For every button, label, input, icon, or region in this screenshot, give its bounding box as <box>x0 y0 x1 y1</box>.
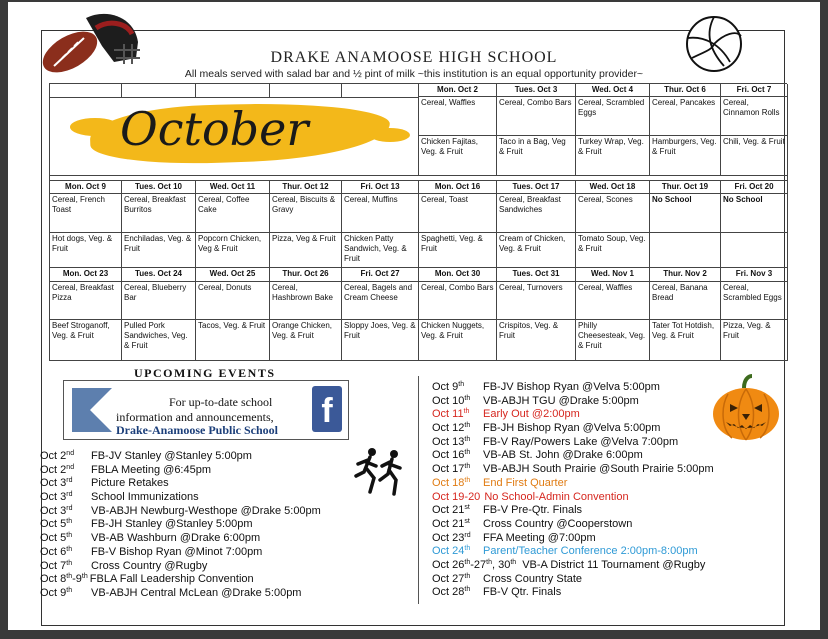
event-text: Parent/Teacher Conference 2:00pm-8:00pm <box>483 545 698 558</box>
event-date-suffix: th <box>464 558 471 566</box>
event-date-suffix: th <box>464 586 471 594</box>
day-header: Wed. Oct 18 <box>576 181 650 194</box>
event-date-suffix: th <box>464 545 471 553</box>
event-date <box>432 573 483 587</box>
event-date-suffix: th <box>486 558 492 566</box>
meal-subtitle: All meals served with salad bar and ½ pint of milk ~this institution is an equal opportunity provider~ <box>184 68 644 80</box>
day-header: Tues. Oct 10 <box>122 181 196 194</box>
day-header: Thur. Oct 26 <box>270 268 342 282</box>
day-header: Tues. Oct 24 <box>122 268 196 282</box>
event-item <box>432 573 714 587</box>
facebook-banner[interactable] <box>63 380 349 440</box>
event-date <box>40 560 91 574</box>
menu-page <box>8 2 820 630</box>
event-item <box>432 477 714 491</box>
event-date-part: Oct 27 <box>432 572 465 585</box>
event-date <box>432 586 483 600</box>
event-date-suffix: th <box>81 573 88 581</box>
event-text: FB-JV Stanley @Stanley 5:00pm <box>91 450 252 462</box>
event-date-suffix: th <box>464 394 471 402</box>
event-text: Cross Country @Rugby <box>91 559 208 572</box>
event-text: FBLA Meeting @6:45pm <box>91 463 212 476</box>
event-text: School Immunizations <box>91 491 199 504</box>
event-text: VB-AB St. John @Drake 6:00pm <box>483 449 643 462</box>
event-date-part: Oct 5 <box>40 532 67 545</box>
event-date <box>432 491 480 505</box>
breakfast-cell: Cereal, Breakfast Sandwiches <box>497 194 576 233</box>
event-date <box>432 477 483 491</box>
breakfast-cell: Cereal, Waffles <box>419 97 497 136</box>
event-date-part: Oct 2 <box>40 463 67 476</box>
runners-icon <box>350 446 410 496</box>
event-date <box>432 545 483 559</box>
lunch-cell: Orange Chicken, Veg. & Fruit <box>270 320 342 361</box>
event-date <box>40 491 91 505</box>
event-date-part: Oct 11 <box>432 408 464 421</box>
breakfast-cell: Cereal, Cinnamon Rolls <box>721 97 788 136</box>
event-item <box>432 545 714 559</box>
event-date-part: Oct 3 <box>40 477 67 490</box>
event-date-suffix: th <box>463 408 470 416</box>
upcoming-events-title: UPCOMING EVENTS <box>134 366 276 380</box>
lunch-cell: Hamburgers, Veg. & Fruit <box>650 136 721 176</box>
event-date-part: Oct 16 <box>432 449 465 462</box>
breakfast-cell: Cereal, Toast <box>419 194 497 233</box>
event-date-suffix: th <box>458 381 465 388</box>
day-header: Thur. Oct 19 <box>650 181 721 194</box>
event-date-part: -9 <box>72 573 82 586</box>
event-date-suffix: th <box>510 558 517 566</box>
event-date-part: Oct 7 <box>40 559 67 572</box>
day-header: Mon. Oct 23 <box>50 268 122 282</box>
day-header: Fri. Oct 20 <box>721 181 788 194</box>
lunch-cell: Enchiladas, Veg. & Fruit <box>122 233 196 268</box>
event-date-part: Oct 24 <box>432 545 465 558</box>
event-date-part: Oct 21 <box>432 517 465 530</box>
event-date <box>40 505 91 519</box>
event-date-suffix: th <box>464 449 471 457</box>
day-header: Mon. Oct 16 <box>419 181 497 194</box>
event-text: VB-ABJH South Prairie @South Prairie 5:00pm <box>483 463 714 476</box>
event-date-suffix: th <box>66 586 73 594</box>
events-divider <box>418 376 419 604</box>
lunch-cell: Tater Tot Hotdish, Veg. & Fruit <box>650 320 721 361</box>
event-date-part: Oct 8 <box>40 573 67 586</box>
day-header: Mon. Oct 9 <box>50 181 122 194</box>
event-date-suffix: th <box>464 463 471 471</box>
breakfast-cell: Cereal, Donuts <box>196 282 270 320</box>
event-item <box>432 491 714 505</box>
event-date <box>40 518 91 532</box>
event-date-part: Oct 17 <box>432 463 465 476</box>
event-item <box>432 586 714 600</box>
event-text: VB-ABJH Newburg-Westhope @Drake 5:00pm <box>91 504 321 517</box>
event-date-suffix: th <box>464 572 471 580</box>
month-title: October <box>120 102 309 156</box>
lunch-cell: Philly Cheesesteak, Veg. & Fruit <box>576 320 650 361</box>
day-header: Wed. Oct 4 <box>576 84 650 97</box>
event-text: VB-ABJH Central McLean @Drake 5:00pm <box>91 586 302 599</box>
event-date <box>432 436 483 450</box>
pumpkin-icon <box>710 374 782 442</box>
menu-calendar <box>49 83 787 361</box>
event-date-part: Oct 21 <box>432 504 465 517</box>
event-date <box>432 559 516 573</box>
event-item <box>40 560 321 574</box>
event-date-suffix: th <box>66 573 73 581</box>
event-date-part: Oct 2 <box>40 450 67 462</box>
breakfast-cell: Cereal, Combo Bars <box>419 282 497 320</box>
event-text: FB-V Bishop Ryan @Minot 7:00pm <box>91 545 263 558</box>
event-text: VB-ABJH TGU @Drake 5:00pm <box>483 394 639 407</box>
lunch-cell: Cream of Chicken, Veg. & Fruit <box>497 233 576 268</box>
facebook-icon: f <box>312 386 342 432</box>
event-text: Picture Retakes <box>91 477 169 490</box>
event-date-part: Oct 28 <box>432 586 465 599</box>
event-date-suffix: th <box>66 532 73 540</box>
event-date-part: Oct 26 <box>432 558 465 571</box>
event-date-suffix: nd <box>66 463 75 471</box>
event-text: FB-V Ray/Powers Lake @Velva 7:00pm <box>483 435 679 448</box>
lunch-cell: Hot dogs, Veg. & Fruit <box>50 233 122 268</box>
lunch-cell: Tacos, Veg. & Fruit <box>196 320 270 361</box>
event-date-suffix: th <box>464 435 471 443</box>
breakfast-cell: Cereal, Banana Bread <box>650 282 721 320</box>
event-date-part: Oct 3 <box>40 491 67 504</box>
event-item <box>40 450 321 464</box>
breakfast-cell: Cereal, Breakfast Pizza <box>50 282 122 320</box>
event-text: End First Quarter <box>483 476 568 489</box>
event-item <box>432 436 714 450</box>
event-date-suffix: th <box>66 559 73 567</box>
event-item <box>40 546 321 560</box>
event-text: VB-A District 11 Tournament @Rugby <box>522 558 706 571</box>
event-item <box>432 518 714 532</box>
event-date-part: Oct 5 <box>40 518 67 531</box>
event-date <box>432 408 483 422</box>
event-text: FB-JV Bishop Ryan @Velva 5:00pm <box>483 381 660 393</box>
no-school-cell: No School <box>650 194 721 233</box>
event-date <box>432 422 483 436</box>
lunch-cell: Tomato Soup, Veg. & Fruit <box>576 233 650 268</box>
event-date <box>432 395 483 409</box>
day-header: Fri. Oct 27 <box>342 268 419 282</box>
event-date <box>40 477 91 491</box>
event-date-suffix: st <box>464 504 470 512</box>
event-item <box>432 408 714 422</box>
lunch-cell <box>721 233 788 268</box>
lunch-cell: Turkey Wrap, Veg. & Fruit <box>576 136 650 176</box>
breakfast-cell: Cereal, Blueberry Bar <box>122 282 196 320</box>
day-header: Wed. Oct 25 <box>196 268 270 282</box>
facebook-text-line1: For up-to-date school <box>169 395 273 409</box>
event-item <box>40 587 321 601</box>
event-date-suffix: st <box>464 517 470 525</box>
lunch-cell: Chicken Nuggets, Veg. & Fruit <box>419 320 497 361</box>
breakfast-cell: Cereal, Waffles <box>576 282 650 320</box>
day-header: Tues. Oct 17 <box>497 181 576 194</box>
breakfast-cell: Cereal, Breakfast Burritos <box>122 194 196 233</box>
event-date-part: , 30 <box>492 558 511 571</box>
event-item <box>40 505 321 519</box>
breakfast-cell: Cereal, Coffee Cake <box>196 194 270 233</box>
event-date <box>432 449 483 463</box>
breakfast-cell: Cereal, French Toast <box>50 194 122 233</box>
day-header: Fri. Oct 7 <box>721 84 788 97</box>
event-text: FB-JH Bishop Ryan @Velva 5:00pm <box>483 422 661 435</box>
event-date-part: Oct 19-20 <box>432 490 481 503</box>
event-text: FB-V Qtr. Finals <box>483 586 562 599</box>
event-date <box>432 518 483 532</box>
day-header: Thur. Oct 6 <box>650 84 721 97</box>
event-date-part: Oct 23 <box>432 531 465 544</box>
event-item <box>40 477 321 491</box>
event-text: Cross Country @Cooperstown <box>483 517 633 530</box>
event-date <box>40 450 91 464</box>
lunch-cell: Pulled Pork Sandwiches, Veg. & Fruit <box>122 320 196 361</box>
day-header: Thur. Oct 12 <box>270 181 342 194</box>
event-date-suffix: rd <box>66 491 73 499</box>
breakfast-cell: Cereal, Turnovers <box>497 282 576 320</box>
event-text: FB-V Pre-Qtr. Finals <box>483 504 583 517</box>
event-text: FBLA Fall Leadership Convention <box>89 573 254 586</box>
event-item <box>40 532 321 546</box>
event-item <box>40 464 321 478</box>
lunch-cell: Pizza, Veg. & Fruit <box>721 320 788 361</box>
event-text: No School-Admin Convention <box>484 490 629 503</box>
event-item <box>40 518 321 532</box>
event-date-part: Oct 9 <box>40 586 67 599</box>
school-name: DRAKE ANAMOOSE HIGH SCHOOL <box>270 49 558 66</box>
day-header: Mon. Oct 30 <box>419 268 497 282</box>
lunch-cell: Spaghetti, Veg. & Fruit <box>419 233 497 268</box>
day-header: Tues. Oct 31 <box>497 268 576 282</box>
event-date-suffix: nd <box>66 450 75 457</box>
event-date <box>40 573 88 587</box>
events-right-list <box>432 381 714 600</box>
event-date <box>432 463 483 477</box>
facebook-text-line2: information and announcements, <box>116 410 274 424</box>
event-date <box>432 381 483 395</box>
event-item <box>432 381 714 395</box>
event-date-suffix: rd <box>464 531 471 539</box>
event-item <box>40 573 321 587</box>
event-date <box>432 532 483 546</box>
events-left-list <box>40 450 321 601</box>
event-date <box>40 587 91 601</box>
event-text: FFA Meeting @7:00pm <box>483 531 596 544</box>
event-text: Early Out @2:00pm <box>483 408 580 421</box>
school-logo <box>72 388 112 432</box>
event-date-suffix: rd <box>66 477 73 485</box>
facebook-page-name: Drake-Anamoose Public School <box>116 423 278 437</box>
event-item <box>432 559 714 573</box>
day-header: Fri. Nov 3 <box>721 268 788 282</box>
event-date-part: Oct 12 <box>432 422 465 435</box>
event-item <box>432 395 714 409</box>
breakfast-cell: Cereal, Scones <box>576 194 650 233</box>
lunch-cell: Chili, Veg. & Fruit <box>721 136 788 176</box>
breakfast-cell: Cereal, Biscuits & Gravy <box>270 194 342 233</box>
event-item <box>432 504 714 518</box>
event-item <box>432 422 714 436</box>
event-date <box>40 546 91 560</box>
breakfast-cell: Cereal, Pancakes <box>650 97 721 136</box>
event-item <box>432 463 714 477</box>
event-text: Cross Country State <box>483 572 583 585</box>
event-date-part: Oct 13 <box>432 435 465 448</box>
day-header: Wed. Oct 11 <box>196 181 270 194</box>
event-text: VB-AB Washburn @Drake 6:00pm <box>91 532 261 545</box>
breakfast-cell: Cereal, Bagels and Cream Cheese <box>342 282 419 320</box>
event-date <box>40 532 91 546</box>
lunch-cell: Chicken Patty Sandwich, Veg. & Fruit <box>342 233 419 268</box>
event-text: FB-JH Stanley @Stanley 5:00pm <box>91 518 253 531</box>
event-item <box>432 532 714 546</box>
event-date <box>40 464 91 478</box>
event-date-part: Oct 10 <box>432 394 465 407</box>
event-item <box>432 449 714 463</box>
month-banner <box>50 84 419 176</box>
lunch-cell: Beef Stroganoff, Veg. & Fruit <box>50 320 122 361</box>
event-date-part: Oct 3 <box>40 504 67 517</box>
event-date-part: Oct 6 <box>40 545 67 558</box>
event-date <box>432 504 483 518</box>
event-date-part: -27 <box>470 558 487 571</box>
lunch-cell: Pizza, Veg & Fruit <box>270 233 342 268</box>
lunch-cell <box>650 233 721 268</box>
day-header: Tues. Oct 3 <box>497 84 576 97</box>
breakfast-cell: Cereal, Muffins <box>342 194 419 233</box>
event-date-part: Oct 9 <box>432 381 459 393</box>
day-header: Fri. Oct 13 <box>342 181 419 194</box>
day-header: Mon. Oct 2 <box>419 84 497 97</box>
event-date-suffix: th <box>66 545 73 553</box>
lunch-cell: Sloppy Joes, Veg. & Fruit <box>342 320 419 361</box>
event-date-suffix: rd <box>66 504 73 512</box>
breakfast-cell: Cereal, Combo Bars <box>497 97 576 136</box>
event-item <box>40 491 321 505</box>
day-header: Wed. Nov 1 <box>576 268 650 282</box>
breakfast-cell: Cereal, Scrambled Eggs <box>576 97 650 136</box>
day-header: Thur. Nov 2 <box>650 268 721 282</box>
lunch-cell: Taco in a Bag, Veg & Fruit <box>497 136 576 176</box>
event-date-part: Oct 18 <box>432 476 465 489</box>
no-school-cell: No School <box>721 194 788 233</box>
breakfast-cell: Cereal, Hashbrown Bake <box>270 282 342 320</box>
event-date-suffix: th <box>464 476 471 484</box>
lunch-cell: Popcorn Chicken, Veg & Fruit <box>196 233 270 268</box>
event-date-suffix: th <box>464 422 471 430</box>
lunch-cell: Chicken Fajitas, Veg. & Fruit <box>419 136 497 176</box>
breakfast-cell: Cereal, Scrambled Eggs <box>721 282 788 320</box>
lunch-cell: Crispitos, Veg. & Fruit <box>497 320 576 361</box>
event-date-suffix: th <box>66 518 73 526</box>
